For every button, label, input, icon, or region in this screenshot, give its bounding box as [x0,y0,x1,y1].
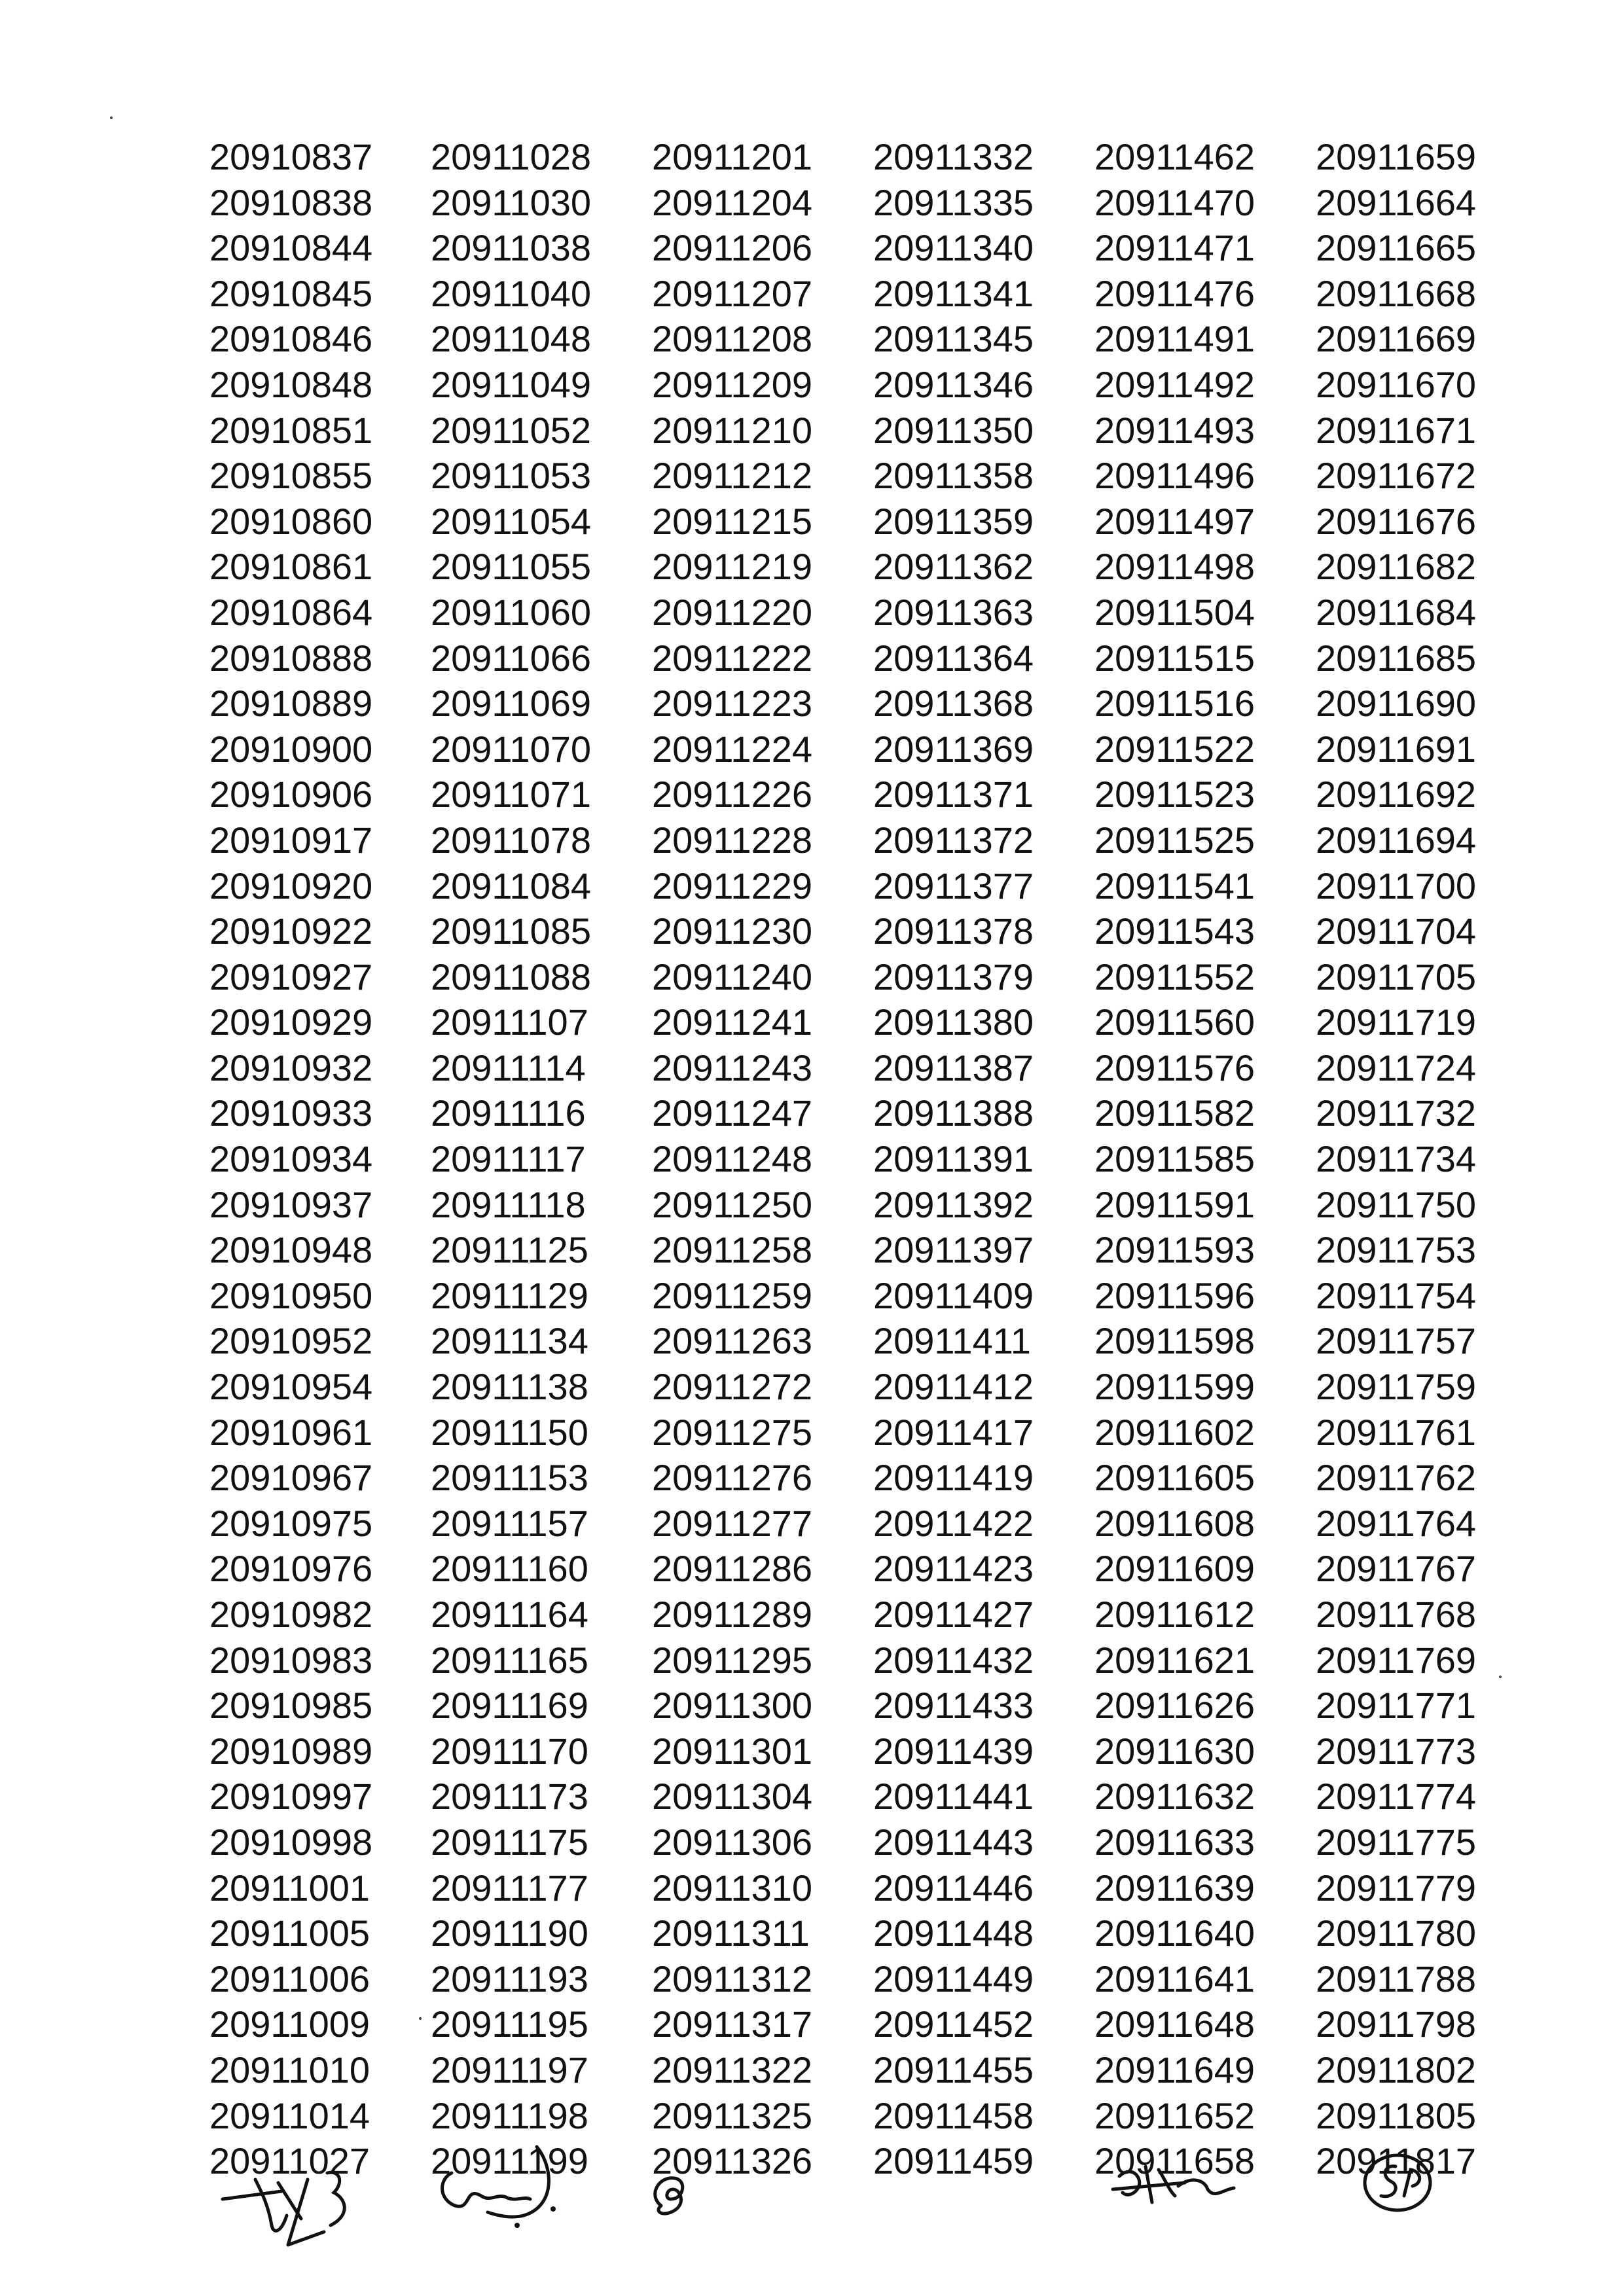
roll-number-cell: 20911160 [431,1548,588,1590]
roll-number-cell: 20911335 [873,181,1034,223]
roll-number-cell: 20911177 [431,1867,588,1909]
roll-number-cell: 20911658 [1094,2140,1255,2182]
roll-number-cell: 20911458 [873,2094,1034,2136]
roll-number-cell: 20911085 [431,910,591,952]
roll-number-cell: 20911229 [652,865,812,906]
roll-number-cell: 20911209 [652,363,812,405]
roll-number-cell: 20911134 [431,1320,588,1362]
roll-number-cell: 20911621 [1094,1639,1255,1681]
roll-number-cell: 20911117 [431,1138,586,1180]
roll-number-cell: 20911071 [431,774,591,816]
roll-number-cell: 20911199 [431,2140,588,2182]
roll-number-cell: 20911692 [1316,774,1476,816]
roll-number-cell: 20911049 [431,363,591,405]
signature-2 [425,2134,583,2238]
roll-number-cell: 20911516 [1094,683,1255,725]
roll-number-cell: 20911129 [431,1274,588,1316]
roll-number-cell: 20911585 [1094,1138,1255,1180]
roll-number-cell: 20911055 [431,546,591,588]
roll-number-cell: 20911346 [873,363,1034,405]
roll-number-cell: 20911053 [431,455,591,497]
roll-number-cell: 20911669 [1316,318,1476,360]
roll-number-cell: 20911694 [1316,819,1476,861]
roll-number-cell: 20911070 [431,728,591,770]
signature-row [0,2153,1624,2258]
roll-number-cell: 20911779 [1316,1867,1476,1909]
roll-number-cell: 20911170 [431,1730,588,1772]
roll-number-cell: 20911259 [652,1274,812,1316]
roll-number-cell: 20911734 [1316,1138,1476,1180]
roll-number-cell: 20911609 [1094,1548,1255,1590]
roll-number-table [209,134,1486,2184]
roll-number-cell: 20911219 [652,546,812,588]
roll-number-cell: 20911422 [873,1502,1034,1544]
roll-number-cell: 20911764 [1316,1502,1476,1544]
roll-number-cell: 20911409 [873,1274,1034,1316]
roll-number-cell: 20911276 [652,1457,812,1499]
roll-number-cell: 20911492 [1094,363,1255,405]
roll-number-cell: 20911368 [873,683,1034,725]
roll-number-cell: 20911515 [1094,637,1255,679]
roll-number-cell: 20910927 [209,956,373,997]
column-3 [652,134,873,2184]
signature-1 [209,2153,367,2251]
roll-number-cell: 20911441 [873,1776,1034,1818]
roll-number-cell: 20911084 [431,865,591,906]
roll-number-cell: 20910864 [209,591,373,633]
roll-number-cell: 20911805 [1316,2094,1476,2136]
roll-number-cell: 20911010 [209,2049,370,2090]
roll-number-cell: 20911640 [1094,1912,1255,1954]
roll-number-cell: 20911304 [652,1776,812,1818]
initials-3 [641,2160,707,2225]
roll-number-cell: 20911759 [1316,1366,1476,1408]
roll-number-cell: 20911272 [652,1366,812,1408]
roll-number-cell: 20910932 [209,1047,373,1088]
roll-number-cell: 20911771 [1316,1685,1476,1727]
roll-number-cell: 20910982 [209,1594,373,1635]
roll-number-cell: 20911208 [652,318,812,360]
roll-number-cell: 20911602 [1094,1411,1255,1453]
roll-number-cell: 20911392 [873,1183,1034,1225]
roll-number-cell: 20911369 [873,728,1034,770]
roll-number-cell: 20911258 [652,1229,812,1271]
roll-number-cell: 20911116 [431,1092,586,1134]
roll-number-cell: 20910888 [209,637,373,679]
roll-number-cell: 20911052 [431,409,591,451]
roll-number-cell: 20911379 [873,956,1034,997]
column-1 [209,134,431,2184]
roll-number-cell: 20911125 [431,1229,588,1271]
roll-number-cell: 20910929 [209,1001,373,1043]
roll-number-cell: 20911038 [431,227,591,269]
roll-number-cell: 20910860 [209,500,373,542]
roll-number-cell: 20911676 [1316,500,1476,542]
roll-number-cell: 20911114 [431,1047,586,1088]
roll-number-cell: 20911190 [431,1912,588,1954]
roll-number-cell: 20910983 [209,1639,373,1681]
roll-number-cell: 20911446 [873,1867,1034,1909]
roll-number-cell: 20911248 [652,1138,812,1180]
roll-number-cell: 20911204 [652,181,812,223]
roll-number-cell: 20911157 [431,1502,588,1544]
roll-number-cell: 20911768 [1316,1594,1476,1635]
roll-number-cell: 20911412 [873,1366,1034,1408]
roll-number-cell: 20911471 [1094,227,1255,269]
roll-number-cell: 20911762 [1316,1457,1476,1499]
roll-number-cell: 20911719 [1316,1001,1476,1043]
roll-number-cell: 20910967 [209,1457,373,1499]
roll-number-cell: 20911207 [652,272,812,314]
roll-number-cell: 20911312 [652,1958,812,2000]
roll-number-cell: 20911301 [652,1730,812,1772]
roll-number-cell: 20911005 [209,1912,370,1954]
roll-number-cell: 20911668 [1316,272,1476,314]
roll-number-cell: 20911306 [652,1821,812,1863]
roll-number-cell: 20911009 [209,2003,370,2045]
roll-number-cell: 20911691 [1316,728,1476,770]
roll-number-cell: 20911173 [431,1776,588,1818]
roll-number-cell: 20911243 [652,1047,812,1088]
roll-number-cell: 20910948 [209,1229,373,1271]
roll-number-cell: 20911118 [431,1183,586,1225]
roll-number-cell: 20911378 [873,910,1034,952]
roll-number-cell: 20910917 [209,819,373,861]
scan-speck [1499,1676,1502,1678]
roll-number-cell: 20911197 [431,2049,588,2090]
roll-number-cell: 20911452 [873,2003,1034,2045]
roll-number-cell: 20911371 [873,774,1034,816]
roll-number-cell: 20911525 [1094,819,1255,861]
roll-number-cell: 20911576 [1094,1047,1255,1088]
roll-number-cell: 20911030 [431,181,591,223]
roll-number-cell: 20911757 [1316,1320,1476,1362]
roll-number-cell: 20911705 [1316,956,1476,997]
roll-number-cell: 20911341 [873,272,1034,314]
roll-number-cell: 20911317 [652,2003,812,2045]
roll-number-cell: 20911684 [1316,591,1476,633]
roll-number-cell: 20911630 [1094,1730,1255,1772]
roll-number-cell: 20911591 [1094,1183,1255,1225]
signature-4 [1106,2150,1250,2229]
roll-number-cell: 20911605 [1094,1457,1255,1499]
roll-number-cell: 20911648 [1094,2003,1255,2045]
roll-number-cell: 20911212 [652,455,812,497]
roll-number-cell: 20910900 [209,728,373,770]
roll-number-cell: 20911523 [1094,774,1255,816]
roll-number-cell: 20911448 [873,1912,1034,1954]
roll-number-cell: 20911560 [1094,1001,1255,1043]
roll-number-cell: 20911552 [1094,956,1255,997]
roll-number-cell: 20911665 [1316,227,1476,269]
roll-number-cell: 20911652 [1094,2094,1255,2136]
roll-number-cell: 20911541 [1094,865,1255,906]
roll-number-cell: 20910933 [209,1092,373,1134]
roll-number-cell: 20911247 [652,1092,812,1134]
roll-number-cell: 20910975 [209,1502,373,1544]
roll-number-cell: 20911350 [873,409,1034,451]
column-6 [1316,134,1537,2184]
column-4 [873,134,1094,2184]
roll-number-cell: 20911493 [1094,409,1255,451]
roll-number-cell: 20911175 [431,1821,588,1863]
roll-number-cell: 20910976 [209,1548,373,1590]
roll-number-cell: 20910848 [209,363,373,405]
roll-number-cell: 20911798 [1316,2003,1476,2045]
scan-speck [419,2017,422,2020]
roll-number-cell: 20911761 [1316,1411,1476,1453]
roll-number-cell: 20911289 [652,1594,812,1635]
roll-number-cell: 20910889 [209,683,373,725]
roll-number-cell: 20911582 [1094,1092,1255,1134]
roll-number-cell: 20911498 [1094,546,1255,588]
roll-number-cell: 20911240 [652,956,812,997]
roll-number-cell: 20911682 [1316,546,1476,588]
roll-number-cell: 20910934 [209,1138,373,1180]
roll-number-cell: 20911215 [652,500,812,542]
roll-number-cell: 20911223 [652,683,812,725]
roll-number-cell: 20911690 [1316,683,1476,725]
roll-number-cell: 20911250 [652,1183,812,1225]
scan-speck [110,117,113,119]
roll-number-cell: 20910845 [209,272,373,314]
roll-number-cell: 20911295 [652,1639,812,1681]
roll-number-cell: 20911397 [873,1229,1034,1271]
roll-number-cell: 20911069 [431,683,591,725]
roll-number-cell: 20911027 [209,2140,370,2182]
roll-number-cell: 20911387 [873,1047,1034,1088]
roll-number-cell: 20911641 [1094,1958,1255,2000]
roll-number-cell: 20911040 [431,272,591,314]
roll-number-cell: 20910855 [209,455,373,497]
roll-number-cell: 20911088 [431,956,591,997]
roll-number-cell: 20911380 [873,1001,1034,1043]
roll-number-cell: 20911670 [1316,363,1476,405]
roll-number-cell: 20911455 [873,2049,1034,2090]
roll-number-cell: 20911496 [1094,455,1255,497]
roll-number-cell: 20911774 [1316,1776,1476,1818]
roll-number-cell: 20911226 [652,774,812,816]
roll-number-cell: 20911001 [209,1867,370,1909]
roll-number-cell: 20911754 [1316,1274,1476,1316]
roll-number-cell: 20911048 [431,318,591,360]
roll-number-cell: 20911372 [873,819,1034,861]
roll-number-cell: 20910838 [209,181,373,223]
roll-number-cell: 20911633 [1094,1821,1255,1863]
roll-number-cell: 20911078 [431,819,591,861]
roll-number-cell: 20911423 [873,1548,1034,1590]
roll-number-cell: 20911750 [1316,1183,1476,1225]
roll-number-cell: 20911449 [873,1958,1034,2000]
roll-number-cell: 20910961 [209,1411,373,1453]
roll-number-cell: 20911359 [873,500,1034,542]
roll-number-cell: 20911286 [652,1548,812,1590]
roll-number-cell: 20911332 [873,136,1034,177]
roll-number-cell: 20911491 [1094,318,1255,360]
roll-number-cell: 20911325 [652,2094,812,2136]
roll-number-cell: 20911767 [1316,1548,1476,1590]
roll-number-cell: 20911210 [652,409,812,451]
roll-number-cell: 20911340 [873,227,1034,269]
column-2 [431,134,652,2184]
roll-number-cell: 20911277 [652,1502,812,1544]
roll-number-cell: 20910989 [209,1730,373,1772]
roll-number-cell: 20911198 [431,2094,588,2136]
roll-number-cell: 20910985 [209,1685,373,1727]
roll-number-cell: 20911433 [873,1685,1034,1727]
roll-number-cell: 20911362 [873,546,1034,588]
roll-number-cell: 20910922 [209,910,373,952]
roll-number-cell: 20911014 [209,2094,370,2136]
roll-number-cell: 20911263 [652,1320,812,1362]
column-5 [1094,134,1316,2184]
roll-number-cell: 20911206 [652,227,812,269]
roll-number-cell: 20911732 [1316,1092,1476,1134]
roll-number-cell: 20911228 [652,819,812,861]
roll-number-cell: 20911275 [652,1411,812,1453]
roll-number-cell: 20911817 [1316,2140,1476,2182]
roll-number-cell: 20911476 [1094,272,1255,314]
roll-number-cell: 20911419 [873,1457,1034,1499]
roll-number-cell: 20911345 [873,318,1034,360]
roll-number-cell: 20911195 [431,2003,588,2045]
roll-number-cell: 20911006 [209,1958,370,2000]
roll-number-cell: 20910954 [209,1366,373,1408]
roll-number-cell: 20911459 [873,2140,1034,2182]
roll-number-cell: 20910851 [209,409,373,451]
roll-number-cell: 20911411 [873,1320,1031,1362]
roll-number-cell: 20910998 [209,1821,373,1863]
roll-number-cell: 20911685 [1316,637,1476,679]
roll-number-cell: 20911165 [431,1639,588,1681]
roll-number-cell: 20911775 [1316,1821,1476,1863]
roll-number-cell: 20911704 [1316,910,1476,952]
roll-number-cell: 20911439 [873,1730,1034,1772]
roll-number-cell: 20911060 [431,591,591,633]
roll-number-cell: 20911443 [873,1821,1034,1863]
roll-number-cell: 20911201 [652,136,812,177]
roll-number-cell: 20911311 [652,1912,810,1954]
roll-number-cell: 20911153 [431,1457,588,1499]
signature-5 [1355,2144,1447,2222]
roll-number-cell: 20911724 [1316,1047,1476,1088]
roll-number-cell: 20911377 [873,865,1034,906]
roll-number-cell: 20911659 [1316,136,1476,177]
roll-number-cell: 20911138 [431,1366,588,1408]
roll-number-cell: 20911626 [1094,1685,1255,1727]
roll-number-cell: 20910906 [209,774,373,816]
roll-number-cell: 20910837 [209,136,373,177]
roll-number-cell: 20911664 [1316,181,1476,223]
roll-number-cell: 20910920 [209,865,373,906]
roll-number-cell: 20911639 [1094,1867,1255,1909]
roll-number-cell: 20911522 [1094,728,1255,770]
roll-number-cell: 20911222 [652,637,812,679]
roll-number-cell: 20910937 [209,1183,373,1225]
roll-number-cell: 20911300 [652,1685,812,1727]
roll-number-cell: 20911220 [652,591,812,633]
roll-number-cell: 20911497 [1094,500,1255,542]
roll-number-cell: 20911753 [1316,1229,1476,1271]
roll-number-cell: 20911028 [431,136,591,177]
roll-number-cell: 20911543 [1094,910,1255,952]
roll-number-cell: 20911649 [1094,2049,1255,2090]
roll-number-cell: 20910952 [209,1320,373,1362]
roll-number-cell: 20911612 [1094,1594,1255,1635]
roll-number-cell: 20911054 [431,500,591,542]
roll-number-cell: 20911671 [1316,409,1476,451]
roll-number-cell: 20911773 [1316,1730,1476,1772]
roll-number-cell: 20911504 [1094,591,1255,633]
roll-number-cell: 20911224 [652,728,812,770]
roll-number-cell: 20911769 [1316,1639,1476,1681]
roll-number-cell: 20910844 [209,227,373,269]
roll-number-cell: 20910846 [209,318,373,360]
roll-number-cell: 20910950 [209,1274,373,1316]
roll-number-cell: 20911388 [873,1092,1034,1134]
roll-number-cell: 20911593 [1094,1229,1255,1271]
roll-number-cell: 20911470 [1094,181,1255,223]
roll-number-cell: 20910997 [209,1776,373,1818]
roll-number-cell: 20911608 [1094,1502,1255,1544]
roll-number-cell: 20911066 [431,637,591,679]
roll-number-cell: 20911672 [1316,455,1476,497]
roll-number-cell: 20911310 [652,1867,812,1909]
roll-number-cell: 20911193 [431,1958,588,2000]
roll-number-cell: 20911417 [873,1411,1034,1453]
roll-number-cell: 20911364 [873,637,1034,679]
roll-number-cell: 20910861 [209,546,373,588]
roll-number-cell: 20911326 [652,2140,812,2182]
roll-number-cell: 20911780 [1316,1912,1476,1954]
roll-number-cell: 20911598 [1094,1320,1255,1362]
roll-number-cell: 20911164 [431,1594,588,1635]
roll-number-cell: 20911241 [652,1001,812,1043]
roll-number-cell: 20911802 [1316,2049,1476,2090]
roll-number-cell: 20911788 [1316,1958,1476,2000]
roll-number-cell: 20911107 [431,1001,588,1043]
roll-number-cell: 20911230 [652,910,812,952]
roll-number-cell: 20911169 [431,1685,588,1727]
roll-number-cell: 20911427 [873,1594,1034,1635]
roll-number-cell: 20911462 [1094,136,1255,177]
roll-number-cell: 20911596 [1094,1274,1255,1316]
roll-number-cell: 20911432 [873,1639,1034,1681]
roll-number-cell: 20911358 [873,455,1034,497]
roll-number-cell: 20911391 [873,1138,1034,1180]
roll-number-cell: 20911632 [1094,1776,1255,1818]
roll-number-cell: 20911700 [1316,865,1476,906]
roll-number-cell: 20911363 [873,591,1034,633]
roll-number-cell: 20911322 [652,2049,812,2090]
roll-number-cell: 20911150 [431,1411,588,1453]
roll-number-cell: 20911599 [1094,1366,1255,1408]
